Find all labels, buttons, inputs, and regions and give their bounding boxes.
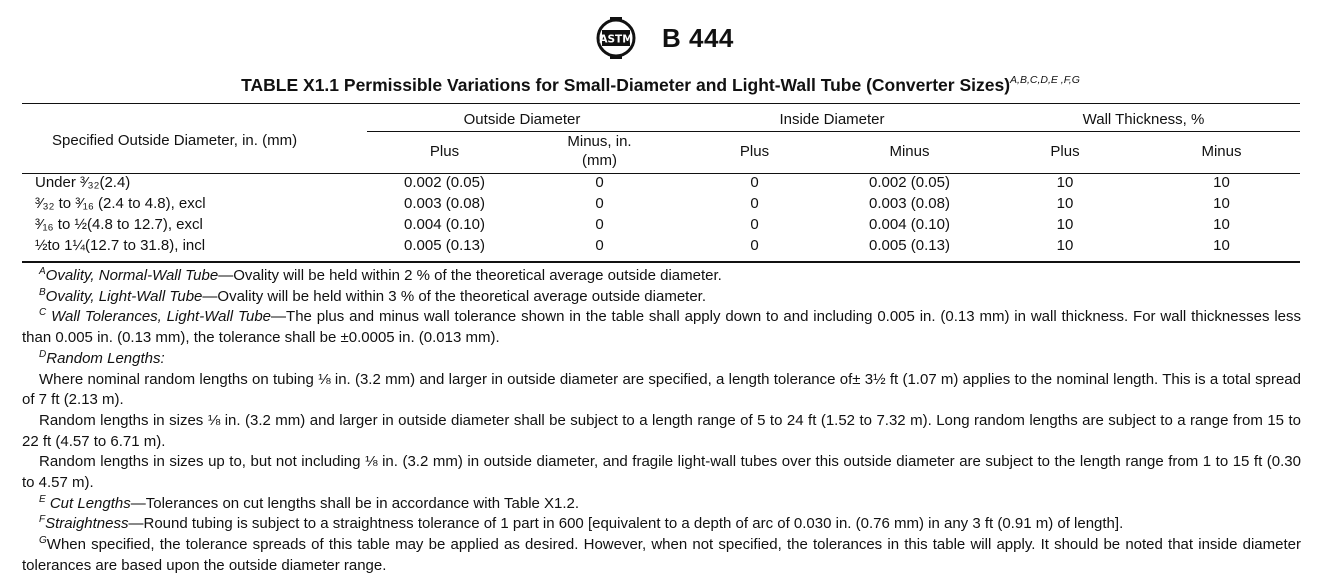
footnote-title: Random Lengths: (46, 349, 165, 367)
footnote-marker: A (39, 266, 46, 277)
footnote-g (22, 535, 1301, 576)
table-cell-wall-plus: 10 (1056, 237, 1074, 254)
table-cell-od-minus: 0 (595, 195, 604, 212)
table-cell-id-plus: 0 (750, 174, 759, 191)
col-header-id-plus: Plus (739, 143, 770, 160)
footnote-d-paragraph: Where nominal random lengths on tubing ⅛ in. (3.2 mm) and larger in outside diameter are specified, a length tolerance of± 3½ ft (1.07 m) applies to the nominal length. This is a total spread of 7 ft (2.13 m). (22, 370, 1301, 409)
footnote-c (22, 307, 1301, 348)
footnote-marker: G (39, 535, 47, 547)
footnote-title: Ovality, Light-Wall Tube (45, 287, 203, 305)
footnote-title: Ovality, Normal-Wall Tube (45, 267, 219, 284)
footnote-e (22, 494, 1301, 515)
table-cell-od-minus: 0 (595, 174, 604, 191)
table-cell-od-minus: 0 (595, 216, 604, 233)
footnote-text: When specified, the tolerance spreads of this table may be applied as desired. However, when not specified, the tolerances in this table will apply. It should be noted that inside diameter tolerances are based upon the outside diameter range. (22, 536, 1301, 574)
footnote-d-paragraph: Random lengths in sizes up to, but not including ⅛ in. (3.2 mm) in outside diameter, and fragile light-wall tubes over this outside diameter are subject to the length range from 1 to 15 ft (0.30 to 4.57 m). (22, 453, 1301, 492)
table-cell-id-minus: 0.002 (0.05) (869, 174, 950, 191)
group-header-wall-thickness: Wall Thickness, % (1082, 111, 1205, 128)
footnote-text: —Ovality will be held within 2 % of the theoretical average outside diameter. (218, 267, 722, 284)
table-row-spec: Under ³⁄₃₂(2.4) (35, 174, 131, 191)
col-header-id-minus: Minus (889, 143, 930, 160)
table-cell-wall-minus: 10 (1213, 195, 1230, 212)
table-cell-wall-plus: 10 (1056, 216, 1074, 233)
table-cell-wall-minus: 10 (1213, 237, 1230, 254)
footnote-marker: B (39, 286, 46, 298)
footnote-title: Cut Lengths (45, 494, 131, 512)
footnote-d (22, 349, 1301, 370)
col-header-od-minus-mm: (mm) (582, 152, 617, 169)
table-cell-od-plus: 0.004 (0.10) (404, 216, 485, 233)
table-title-footnotes: A,B,C,D,E ,F,G (1010, 74, 1080, 86)
table-bottom-rule (22, 261, 1300, 263)
footnote-a (22, 266, 1301, 287)
table-cell-wall-minus: 10 (1213, 174, 1230, 191)
table-cell-id-minus: 0.003 (0.08) (869, 195, 950, 212)
table-cell-id-plus: 0 (750, 195, 759, 212)
table-cell-od-minus: 0 (595, 237, 604, 254)
footnote-marker: D (39, 348, 47, 360)
group-header-outside-diameter: Outside Diameter (463, 111, 581, 128)
footnote-b (22, 287, 1301, 308)
table-cell-id-plus: 0 (750, 216, 759, 233)
table-cell-wall-plus: 10 (1056, 195, 1074, 212)
footnote-marker: E (39, 493, 46, 505)
col-header-spec: Specified Outside Diameter, in. (mm) (52, 132, 298, 149)
table-cell-wall-minus: 10 (1213, 216, 1230, 233)
footnote-title: Wall Tolerances, Light-Wall Tube (46, 308, 272, 326)
footnote-f (22, 514, 1301, 535)
footnote-marker: C (39, 307, 47, 319)
col-header-wall-minus: Minus (1201, 143, 1242, 160)
table-title (0, 74, 1321, 96)
tolerance-table (22, 103, 1300, 263)
table-footnotes (22, 266, 1301, 577)
table-row-spec: ³⁄₁₆ to ½(4.8 to 12.7), excl (35, 216, 203, 233)
table-cell-id-minus: 0.004 (0.10) (869, 216, 950, 233)
footnote-text: —Ovality will be held within 3 % of the theoretical average outside diameter. (202, 287, 707, 305)
table-cell-od-plus: 0.003 (0.08) (404, 195, 485, 212)
footnote-marker: F (39, 514, 46, 526)
footnote-d-paragraph: Random lengths in sizes ⅛ in. (3.2 mm) and larger in outside diameter shall be subject to a length range of 5 to 24 ft (1.52 to 7.32 m). Long random lengths are subject to a range from 15 to 22 ft (4.57 to 6.71 m). (22, 411, 1301, 450)
logo-text: ASTM (599, 33, 633, 46)
document-header (0, 12, 1321, 64)
table-title-text: TABLE X1.1 Permissible Variations for Small-Diameter and Light-Wall Tube (Converter Sizes) (241, 75, 1011, 95)
table-cell-wall-plus: 10 (1056, 174, 1074, 191)
table-row-spec: ½to 1¼(12.7 to 31.8), incl (35, 237, 206, 254)
astm-logo-icon (592, 12, 656, 64)
table-row-spec: ³⁄₃₂ to ³⁄₁₆ (2.4 to 4.8), excl (35, 195, 206, 212)
group-header-inside-diameter: Inside Diameter (779, 111, 885, 128)
col-header-od-plus: Plus (429, 143, 460, 160)
table-cell-od-plus: 0.005 (0.13) (404, 237, 485, 254)
col-header-wall-plus: Plus (1050, 143, 1080, 160)
table-cell-od-plus: 0.002 (0.05) (404, 174, 485, 191)
col-header-od-minus-in: Minus, in. (567, 133, 632, 150)
group-header-rule (367, 131, 1300, 132)
table-cell-id-plus: 0 (750, 237, 759, 254)
footnote-text: —Tolerances on cut lengths shall be in accordance with Table X1.2. (130, 494, 580, 512)
table-top-rule (22, 103, 1300, 104)
footnote-title: Straightness (45, 515, 129, 533)
table-cell-id-minus: 0.005 (0.13) (869, 237, 950, 254)
footnote-text: —Round tubing is subject to a straightness tolerance of 1 part in 600 [equivalent to a depth of arc of 0.030 in. (0.76 mm) in any 3 ft (0.91 m) of length]. (128, 515, 1124, 533)
designation: B 444 (662, 23, 734, 53)
footnote-text: —The plus and minus wall tolerance shown in the table shall apply down to and including 0.005 in. (0.13 mm) in wall thickness. For wall thicknesses less than 0.005 in. (0.13 mm), the tolerance shall be ±0.0005 in. (0.013 mm). (22, 308, 1301, 347)
